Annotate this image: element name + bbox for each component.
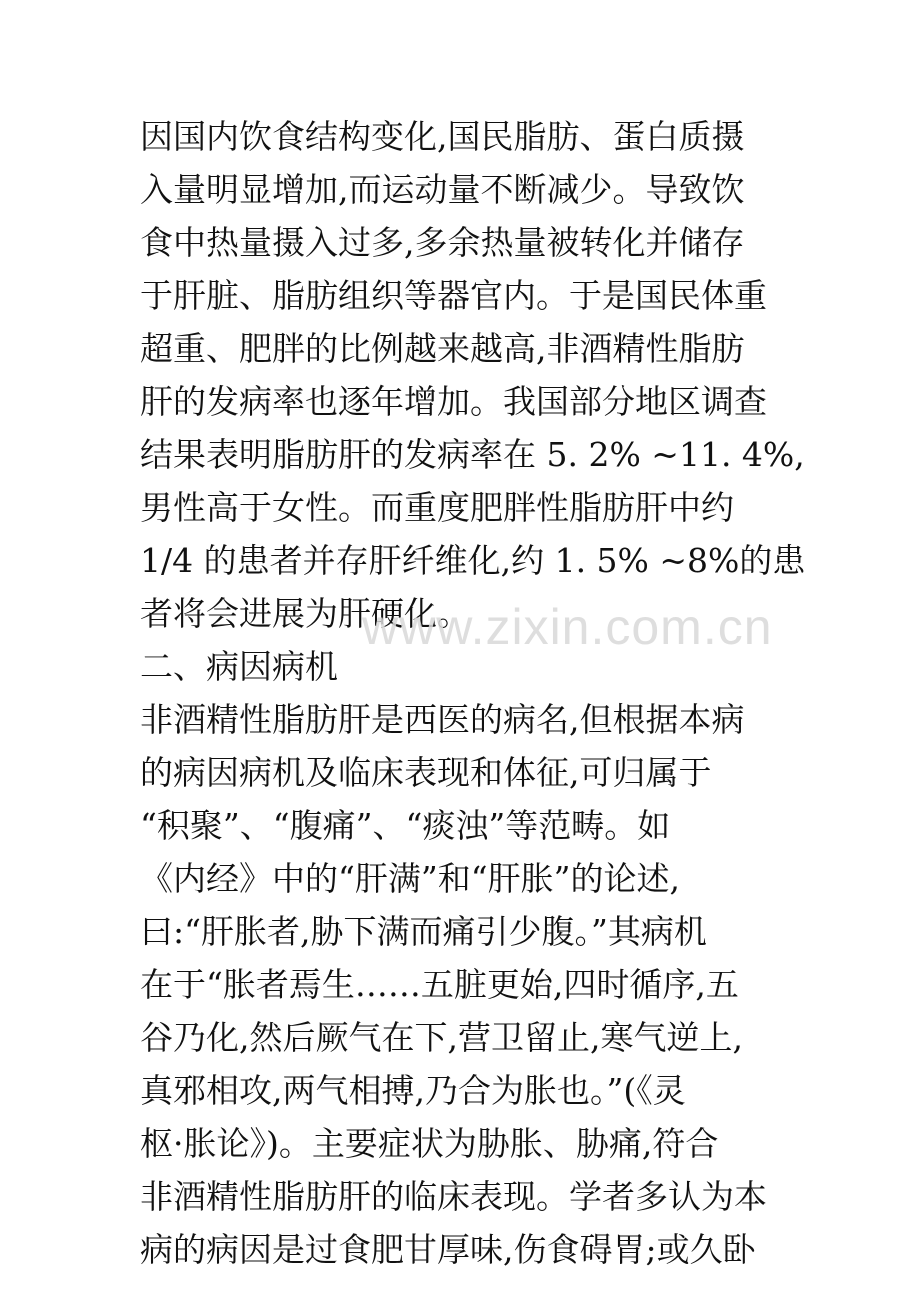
text-line-3: 食中热量摄入过多,多余热量被转化并储存: [140, 223, 745, 262]
text-line-12: 非酒精性脂肪肝是西医的病名,但根据本病: [140, 700, 745, 739]
text-line-17: 在于“胀者焉生……五脏更始,四时循序,五: [140, 965, 739, 1004]
watermark: www.zixin.com.cn: [362, 599, 773, 655]
text-line-20: 枢·胀论》)。主要症状为胁胀、胁痛,符合: [140, 1124, 719, 1163]
text-line-4: 于肝脏、脂肪组织等器官内。于是国民体重: [140, 276, 767, 315]
section-heading: 二、病因病机: [140, 647, 338, 686]
text-line-8: 男性高于女性。而重度肥胖性脂肪肝中约: [140, 488, 734, 527]
text-line-21: 非酒精性脂肪肝的临床表现。学者多认为本: [140, 1177, 767, 1216]
text-line-1: 因国内饮食结构变化,国民脂肪、蛋白质摄: [140, 117, 745, 156]
text-line-10: 者将会进展为肝硬化。: [140, 594, 470, 633]
body-text: [140, 110, 806, 1276]
text-line-2: 入量明显增加,而运动量不断减少。导致饮: [140, 170, 745, 209]
text-line-13: 的病因病机及临床表现和体征,可归属于: [140, 753, 712, 792]
text-line-7: 结果表明脂肪肝的发病率在 5. 2% ~11. 4%,: [140, 435, 805, 474]
text-line-18: 谷乃化,然后厥气在下,营卫留止,寒气逆上,: [140, 1018, 743, 1057]
text-line-9: 1/4 的患者并存肝纤维化,约 1. 5% ~8%的患: [140, 541, 806, 580]
text-line-6: 肝的发病率也逐年增加。我国部分地区调查: [140, 382, 767, 421]
text-line-22: 病的病因是过食肥甘厚味,伤食碍胃;或久卧: [140, 1230, 756, 1269]
text-line-16: 曰:“肝胀者,胁下满而痛引少腹。”其病机: [140, 912, 707, 951]
text-line-15: 《内经》中的“肝满”和“肝胀”的论述,: [140, 859, 680, 898]
text-line-5: 超重、肥胖的比例越来越高,非酒精性脂肪: [140, 329, 745, 368]
text-line-19: 真邪相攻,两气相搏,乃合为胀也。”(《灵: [140, 1071, 686, 1110]
text-line-14: “积聚”、“腹痛”、“痰浊”等范畴。如: [140, 806, 671, 845]
